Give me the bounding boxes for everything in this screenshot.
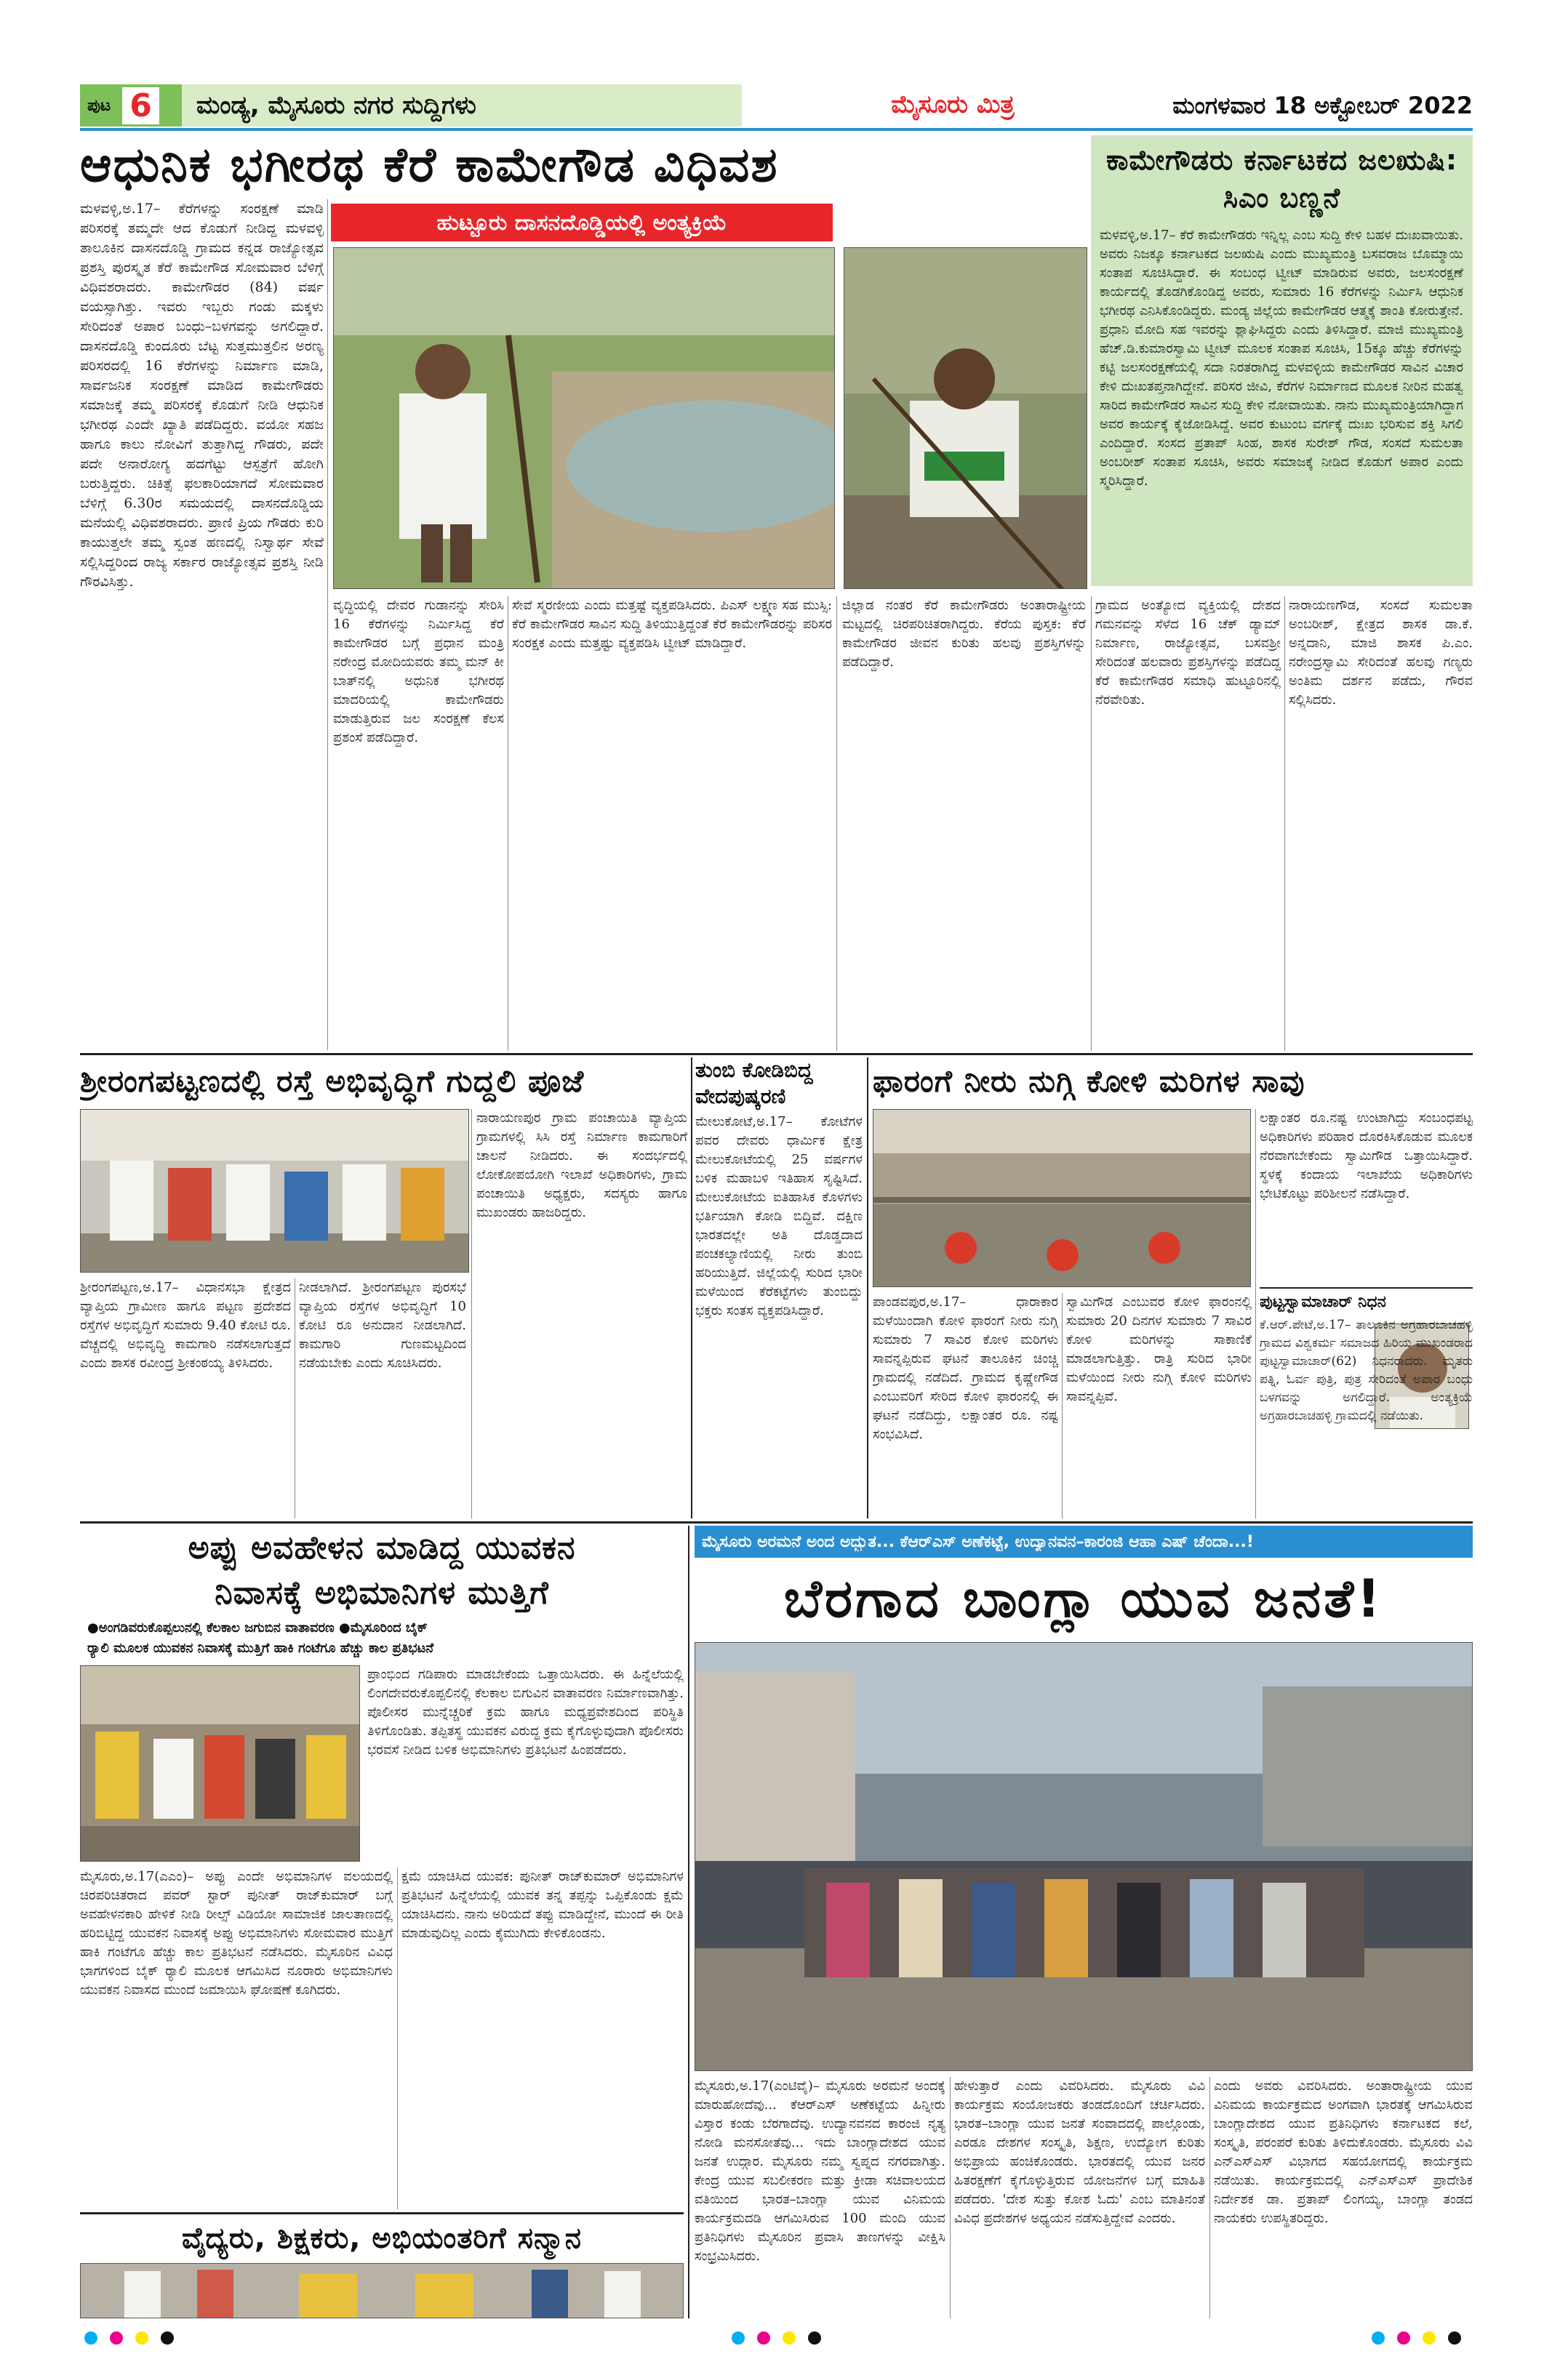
story4-headline: ತುಂಬಿ ಕೋಡಿಬಿದ್ದ ವೇದಪುಷ್ಕರಣಿ [695, 1058, 813, 1108]
story6-body2: ಕ್ಷಮೆ ಯಾಚಿಸಿದ ಯುವಕ: ಪುನೀತ್ ರಾಜ್‌ಕುಮಾರ್ ಅಭಿಮಾನಿಗಳ ಪ್ರತಿಭಟನೆ ಹಿನ್ನೆಲೆಯಲ್ಲಿ ಯುವಕ ತನ್ನ ತಪ್ಪನ್ನು ಒಪ್ಪಿಕೊಂಡು ಕ್ಷಮೆ ಯಾಚಿಸಿದನು. ನಾನು ಅರಿಯದೆ ತಪ್ಪು ಮಾಡಿದ್ದೇನೆ, ಮುಂದೆ ಈ ರೀತಿ ಮಾಡುವುದಿಲ್ಲ ಎಂದು ಕೈಮುಗಿದು ಕೇಳಿಕೊಂಡನು. [401, 1869, 684, 1941]
cyan-dot [732, 2331, 745, 2345]
bangla-youth-group-photo [695, 1643, 1473, 2071]
story3-col3: ನಾರಾಯಣಪುರ ಗ್ರಾಮ ಪಂಚಾಯಿತಿ ವ್ಯಾಪ್ತಿಯ ಗ್ರಾಮಗಳಲ್ಲಿ ಸಿಸಿ ರಸ್ತೆ ನಿರ್ಮಾಣ ಕಾಮಗಾರಿಗೆ ಚಾಲನೆ ನೀಡಿದರು. ಈ ಸಂದರ್ಭದಲ್ಲಿ ಲೋಕೋಪಯೋಗಿ ಇಲಾಖೆ ಅಧಿಕಾರಿಗಳು, ಗ್ರಾಮ ಪಂಚಾಯಿತಿ ಅಧ್ಯಕ್ಷರು, ಸದಸ್ಯರು ಹಾಗೂ ಮುಖಂಡರು ಹಾಜರಿದ್ದರು. [476, 1110, 687, 1220]
story2-headline: ಕಾಮೇಗೌಡರು ಕರ್ನಾಟಕದ ಜಲಋಷಿ: ಸಿಎಂ ಬಣ್ಣನೆ [1105, 144, 1458, 214]
story2-body: ಮಳವಳ್ಳಿ,ಅ.17– ಕೆರೆ ಕಾಮೇಗೌಡರು ಇನ್ನಿಲ್ಲ ಎಂಬ ಸುದ್ದಿ ಕೇಳಿ ಬಹಳ ದುಃಖವಾಯಿತು. ಅವರು ನಿಜಕ್ಕೂ ಕರ್ನಾಟಕದ ಜಲಋಷಿ ಎಂದು ಮುಖ್ಯಮಂತ್ರಿ ಬಸವರಾಜ ಬೊಮ್ಮಾಯಿ ಸಂತಾಪ ಸೂಚಿಸಿದ್ದಾರೆ. ಈ ಸಂಬಂಧ ಟ್ವೀಟ್ ಮಾಡಿರುವ ಅವರು, ಜಲಸಂರಕ್ಷಣೆ ಕಾರ್ಯದಲ್ಲಿ ತೊಡಗಿಕೊಂಡಿದ್ದ ಅವರು, ಸುಮಾರು 16 ಕೆರೆಗಳನ್ನು ನಿರ್ಮಿಸಿ ಆಧುನಿಕ ಭಗೀರಥ ಎನಿಸಿಕೊಂಡಿದ್ದರು. ಮಂಡ್ಯ ಜಿಲ್ಲೆಯ ಕಾಮೇಗೌಡರ ಆತ್ಮಕ್ಕೆ ಶಾಂತಿ ಕೋರುತ್ತೇನೆ. ಪ್ರಧಾನಿ ಮೋದಿ ಸಹ ಇವರನ್ನು ಶ್ಲಾಘಿಸಿದ್ದರು ಎಂದು ತಿಳಿಸಿದ್ದಾರೆ. ಮಾಜಿ ಮುಖ್ಯಮಂತ್ರಿ ಹೆಚ್.ಡಿ.ಕುಮಾರಸ್ವಾಮಿ ಟ್ವೀಟ್ ಮೂಲಕ ಸಂತಾಪ ಸೂಚಿಸಿ, 15ಕ್ಕೂ ಹೆಚ್ಚು ಕೆರೆಗಳನ್ನು ಕಟ್ಟಿ ಜಲಸಂರಕ್ಷಣೆಯಲ್ಲಿ ಸದಾ ನಿರತರಾಗಿದ್ದ ಮಳವಳ್ಳಿಯ ಕಾಮೇಗೌಡರ ಸಾವಿನ ವಿಚಾರ ಕೇಳಿ ದುಃಖತಪ್ತನಾಗಿದ್ದೇನೆ. ಪರಿಸರ ಜೀವಿ, ಕೆರೆಗಳ ನಿರ್ಮಾಣದ ಮೂಲಕ ನೀರಿನ ಮಹತ್ವ ಸಾರಿದ ಕಾಮೇಗೌಡರ ಸಾವಿನ ಸುದ್ದಿ ಕೇಳಿ ನೋವಾಯಿತು. ನಾನು ಮುಖ್ಯಮಂತ್ರಿಯಾಗಿದ್ದಾಗ ಅವರ ಕಾರ್ಯಕ್ಕೆ ಕೈಜೋಡಿಸಿದ್ದೆ. ಅವರ ಕುಟುಂಬ ವರ್ಗಕ್ಕೆ ದುಃಖ ಭರಿಸುವ ಶಕ್ತಿ ಸಿಗಲಿ ಎಂದಿದ್ದಾರೆ. ಸಂಸದ ಪ್ರತಾಪ್ ಸಿಂಹ, ಶಾಸಕ ಸುರೇಶ್ ಗೌಡ, ಸಂಸದೆ ಸುಮಲತಾ ಅಂಬರೀಶ್ ಸಂತಾಪ ಸೂಚಿಸಿ, ಅವರು ಸಮಾಜಕ್ಕೆ ನೀಡಿದ ಕೊಡುಗೆ ಅಪಾರ ಎಂದು ಸ್ಮರಿಸಿದ್ದಾರೆ. [1100, 228, 1463, 489]
story1-col3: ವೃದ್ಧಿಯಲ್ಲಿ ದೇವರ ಗುಡಾನನ್ನು ಸೇರಿಸಿ 16 ಕೆರೆಗಳನ್ನು ನಿರ್ಮಿಸಿದ್ದ ಕೆರೆ ಕಾಮೇಗೌಡರ ಬಗ್ಗೆ ಪ್ರಧಾನ ಮಂತ್ರಿ ನರೇಂದ್ರ ಮೋದಿಯವರು ತಮ್ಮ ಮನ್ ಕೀ ಬಾತ್‌ನಲ್ಲಿ ಅಧುನಿಕ ಭಗೀರಥ ಮಾದರಿಯಲ್ಲಿ ಕಾಮೇಗೌಡರು ಮಾಡುತ್ತಿರುವ ಜಲ ಸಂರಕ್ಷಣೆ ಕೆಲಸ ಪ್ರಶಂಸೆ ಪಡೆದಿದ್ದಾರೆ. [333, 598, 504, 745]
story3-col2: ನೀಡಲಾಗಿದೆ. ಶ್ರೀರಂಗಪಟ್ಟಣ ಪುರಸಭೆ ವ್ಯಾಪ್ತಿಯ ರಸ್ತೆಗಳ ಅಭಿವೃದ್ಧಿಗೆ 10 ಕೋಟಿ ರೂ ಅನುದಾನ ನೀಡಲಾಗಿದೆ. ಕಾಮಗಾರಿ ಗುಣಮಟ್ಟದಿಂದ ನಡೆಯಬೇಕು ಎಂದು ಸೂಚಿಸಿದರು. [299, 1280, 466, 1371]
story6-sub2: ರ್‍ಯಾಲಿ ಮೂಲಕ ಯುವಕನ ನಿವಾಸಕ್ಕೆ ಮುತ್ತಿಗೆ ಹಾಕಿ ಗಂಟೆಗೂ ಹೆಚ್ಚು ಕಾಲ ಪ್ರತಿಭಟನೆ [87, 1641, 434, 1656]
page-label: ಪುಟ [87, 96, 111, 115]
header-rule [80, 128, 1473, 131]
black-dot [161, 2331, 174, 2345]
story5-col1: ಪಾಂಡವಪುರ,ಅ.17– ಧಾರಾಕಾರ ಮಳೆಯಿಂದಾಗಿ ಕೋಳಿ ಫಾರಂಗೆ ನೀರು ನುಗ್ಗಿ ಸುಮಾರು 7 ಸಾವಿರ ಕೋಳಿ ಮರಿಗಳು ಸಾವನ್ನಪ್ಪಿರುವ ಘಟನೆ ತಾಲೂಕಿನ ಚಿಂಚ್ಚಿ ಗ್ರಾಮದಲ್ಲಿ ನಡೆದಿದೆ. ಗ್ರಾಮದ ಕೃಷ್ಣೇಗೌಡ ಎಂಬುವರಿಗೆ ಸೇರಿದ ಕೋಳಿ ಫಾರಂನಲ್ಲಿ ಈ ಘಟನೆ ನಡೆದಿದ್ದು, ಲಕ್ಷಾಂತರ ರೂ. ನಷ್ಟ ಸಂಭವಿಸಿದೆ. [873, 1294, 1058, 1442]
cyan-dot [1372, 2331, 1385, 2345]
story7-col3: ಎಂದು ಅವರು ವಿವರಿಸಿದರು. ಅಂತಾರಾಷ್ಟ್ರೀಯ ಯುವ ವಿನಿಮಯ ಕಾರ್ಯಕ್ರಮದ ಅಂಗವಾಗಿ ಭಾರತಕ್ಕೆ ಆಗಮಿಸಿರುವ ಬಾಂಗ್ಲಾದೇಶದ ಯುವ ಪ್ರತಿನಿಧಿಗಳು ಕರ್ನಾಟಕದ ಕಲೆ, ಸಂಸ್ಕೃತಿ, ಪರಂಪರೆ ಕುರಿತು ತಿಳಿದುಕೊಂಡರು. ಮೈಸೂರು ವಿವಿ ಎನ್‌ಎಸ್‌ಎಸ್ ವಿಭಾಗದ ಸಹಯೋಗದಲ್ಲಿ ಕಾರ್ಯಕ್ರಮ ನಡೆಯಿತು. ಕಾರ್ಯಕ್ರಮದಲ್ಲಿ ಎನ್‌ಎಸ್‌ಎಸ್ ಪ್ರಾದೇಶಿಕ ನಿರ್ದೇಶಕ ಡಾ. ಪ್ರತಾಪ್ ಲಿಂಗಯ್ಯ, ಬಾಂಗ್ಲಾ ತಂಡದ ನಾಯಕರು ಉಪಸ್ಥಿತರಿದ್ದರು. [1214, 2078, 1473, 2226]
story7-strap-text: ಮೈಸೂರು ಅರಮನೆ ಅಂದ ಅದ್ಭುತ... ಕೆಆರ್‌ಎಸ್ ಅಣೆಕಟ್ಟೆ, ಉದ್ಯಾನವನ–ಕಾರಂಜಿ ಆಹಾ ಎಷ್ ಚೆಂದಾ...! [702, 1532, 1254, 1551]
obit-body: ಕೆ.ಆರ್.ಪೇಟೆ,ಅ.17– ತಾಲೂಕಿನ ಅಗ್ರಹಾರಬಾಚಹಳ್ಳಿ ಗ್ರಾಮದ ವಿಶ್ವಕರ್ಮ ಸಮಾಜದ ಹಿರಿಯ ಮುಖಂಡರಾದ ಪುಟ್ಟಸ್ವಾಮಾಚಾರ್(62) ನಿಧನರಾದರು. ಮೃತರು ಪತ್ನಿ, ಓರ್ವ ಪುತ್ರಿ, ಪುತ್ರ ಸೇರಿದಂತೆ ಅಪಾರ ಬಂಧು ಬಳಗವನ್ನು ಅಗಲಿದ್ದಾರೆ. ಅಂತ್ಯಕ್ರಿಯೆ ಅಗ್ರಹಾರಬಾಚಹಳ್ಳಿ ಗ್ರಾಮದಲ್ಲಿ ನಡೆಯಿತು. [1260, 1318, 1473, 1423]
story1-col4: ಸೇವೆ ಸ್ಮರಣೀಯ ಎಂದು ಮತ್ತಷ್ಟೆ ವ್ಯಕ್ತಪಡಿಸಿದರು. ಪಿಎಸ್ ಲಕ್ಷ್ಮಣ ಸಹ ಮುಸ್ಸಿ: ಕೆರೆ ಕಾಮೇಗೌಡರ ಸಾವಿನ ಸುದ್ದಿ ತಿಳಿಯುತ್ತಿದ್ದಂತೆ ಕೆರೆ ಕಾಮೇಗೌಡರನ್ನು ಪರಿಸರ ಸಂರಕ್ಷಕ ಎಂದು ಮತ್ತಷ್ಟು ವ್ಯಕ್ತಪಡಿಸಿ ಟ್ವೀಟ್ ಮಾಡಿದ್ದಾರೆ. [512, 598, 832, 651]
black-dot [1448, 2331, 1461, 2345]
story3-col1: ಶ್ರೀರಂಗಪಟ್ಟಣ,ಅ.17– ವಿಧಾನಸಭಾ ಕ್ಷೇತ್ರದ ವ್ಯಾಪ್ತಿಯ ಗ್ರಾಮೀಣ ಹಾಗೂ ಪಟ್ಟಣ ಪ್ರದೇಶದ ರಸ್ತೆಗಳ ಅಭಿವೃದ್ಧಿಗೆ ಸುಮಾರು 9.40 ಕೋಟಿ ರೂ. ವೆಚ್ಚದಲ್ಲಿ ಅಭಿವೃದ್ಧಿ ಕಾಮಗಾರಿ ನಡೆಸಲಾಗುತ್ತದೆ ಎಂದು ಶಾಸಕ ರವೀಂದ್ರ ಶ್ರೀಕಂಠಯ್ಯ ತಿಳಿಸಿದರು. [80, 1280, 291, 1371]
story1-banner-text: ಹುಟ್ಟೂರು ದಾಸನದೊಡ್ಡಿಯಲ್ಲಿ ಅಂತ್ಯಕ್ರಿಯೆ [436, 209, 727, 236]
story7-strap [695, 1526, 1473, 1558]
section-title-box [182, 84, 742, 127]
story8-headline: ವೈದ್ಯರು, ಶಿಕ್ಷಕರು, ಅಭಿಯಂತರಿಗೆ ಸನ್ಮಾನ [182, 2222, 582, 2255]
story1-col7: ನಾರಾಯಣಗೌಡ, ಸಂಸದೆ ಸುಮಲತಾ ಅಂಬರೀಶ್, ಕ್ಷೇತ್ರದ ಶಾಸಕ ಡಾ.ಕೆ. ಅನ್ನದಾನಿ, ಮಾಜಿ ಶಾಸಕ ಪಿ.ಎಂ. ನರೇಂದ್ರಸ್ವಾಮಿ ಸೇರಿದಂತೆ ಹಲವು ಗಣ್ಯರು ಅಂತಿಮ ದರ್ಶನ ಪಡೆದು, ಗೌರವ ಸಲ್ಲಿಸಿದರು. [1289, 598, 1473, 708]
section-title: ಮಂಡ್ಯ, ಮೈಸೂರು ನಗರ ಸುದ್ದಿಗಳು [196, 91, 476, 120]
story1-photo-portrait [333, 247, 835, 589]
story1-photo-seated [844, 247, 1087, 589]
yellow-dot [783, 2331, 796, 2345]
story8-photo [80, 2263, 684, 2318]
cyan-dot [84, 2331, 97, 2345]
magenta-dot [110, 2331, 123, 2345]
story5-col3: ಲಕ್ಷಾಂತರ ರೂ.ನಷ್ಟ ಉಂಟಾಗಿದ್ದು ಸಂಬಂಧಪಟ್ಟ ಅಧಿಕಾರಿಗಳು ಪರಿಹಾರ ದೊರಕಿಸಿಕೊಡುವ ಮೂಲಕ ನೆರವಾಗಬೇಕೆಂದು ಸ್ವಾಮಿಗೌಡ ಒತ್ತಾಯಿಸಿದ್ದಾರೆ. ಸ್ಥಳಕ್ಕೆ ಕಂದಾಯ ಇಲಾಖೆಯ ಅಧಿಕಾರಿಗಳು ಭೇಟಿಕೊಟ್ಟು ಪರಿಶೀಲನೆ ನಡೆಸಿದ್ದಾರೆ. [1260, 1110, 1473, 1201]
kamegowda-photo-1 [334, 248, 835, 589]
story6-headline-line1: ಅಪ್ಪು ಅವಹೇಳನ ಮಾಡಿದ್ದ ಯುವಕನ [188, 1529, 576, 1566]
registration-marks-right [1367, 2331, 1465, 2347]
magenta-dot [757, 2331, 770, 2345]
story4-body: ಮೇಲುಕೋಟೆ,ಅ.17– ಕೋಟೆಗಳ ಪವರ ದೇವರು ಧಾರ್ಮಿಕ ಕ್ಷೇತ್ರ ಮೇಲುಕೋಟೆಯಲ್ಲಿ 25 ವರ್ಷಗಳ ಬಳಿಕ ಮಹಾಬಳಿ ಇತಿಹಾಸ ಸೃಷ್ಟಿಸಿದೆ. ಮೇಲುಕೋಟೆಯ ಐತಿಹಾಸಿಕ ಕೊಳಗಳು ಭರ್ತಿಯಾಗಿ ಕೋಡಿ ಬಿದ್ದಿವೆ. ದಕ್ಷಿಣ ಭಾರತದಲ್ಲೇ ಅತಿ ದೊಡ್ಡದಾದ ಪಂಚಕಲ್ಯಾಣಿಯಲ್ಲಿ ನೀರು ತುಂಬಿ ಹರಿಯುತ್ತಿದೆ. ಜಿಲ್ಲೆಯಲ್ಲಿ ಸುರಿದ ಭಾರೀ ಮಳೆಯಿಂದ ಕೆರೆಕಟ್ಟೆಗಳು ತುಂಬಿದ್ದು ಭಕ್ತರು ಸಂತಸ ವ್ಯಕ್ತಪಡಿಸಿದ್ದಾರೆ. [695, 1114, 863, 1318]
header-bar [80, 84, 1473, 127]
page-number-box [80, 84, 182, 127]
story1-col5: ಜಿಲ್ಲಾಡ ನಂತರ ಕೆರೆ ಕಾಮೇಗೌಡರು ಅಂತಾರಾಷ್ಟ್ರೀಯ ಮಟ್ಟದಲ್ಲಿ ಚಿರಪರಿಚಿತರಾಗಿದ್ದರು. ಕೆರೆಯ ಪುಸ್ತಕ: ಕೆರೆ ಕಾಮೇಗೌಡರ ಜೀವನ ಕುರಿತು ಹಲವು ಪ್ರಶಸ್ತಿಗಳನ್ನು ಪಡೆದಿದ್ದಾರೆ. [842, 598, 1086, 670]
story1-banner [331, 204, 833, 241]
story6-side: ಪ್ರಾಂಭಿಂದ ಗಡಿಪಾರು ಮಾಡಬೇಕೆಂದು ಒತ್ತಾಯಿಸಿದರು. ಈ ಹಿನ್ನೆಲೆಯಲ್ಲಿ ಲಿಂಗದೇವರುಕೊಪ್ಪಲಿನಲ್ಲಿ ಕೆಲಕಾಲ ಬಿಗುವಿನ ವಾತಾವರಣ ನಿರ್ಮಾಣವಾಗಿತ್ತು. ಪೊಲೀಸರ ಮುನ್ನೆಚ್ಚರಿಕೆ ಕ್ರಮ ಹಾಗೂ ಮಧ್ಯಪ್ರವೇಶದಿಂದ ಪರಿಸ್ಥಿತಿ ತಿಳಿಗೊಂಡಿತು. ತಪ್ಪಿತಸ್ಥ ಯುವಕನ ವಿರುದ್ಧ ಕ್ರಮ ಕೈಗೊಳ್ಳುವುದಾಗಿ ಪೊಲೀಸರು ಭರವಸೆ ನೀಡಿದ ಬಳಿಕ ಅಭಿಮಾನಿಗಳು ಪ್ರತಿಭಟನೆ ಹಿಂಪಡೆದರು. [367, 1667, 684, 1758]
story2-box [1091, 135, 1473, 586]
story6-headline-line2: ನಿವಾಸಕ್ಕೆ ಅಭಿಮಾನಿಗಳ ಮುತ್ತಿಗೆ [215, 1574, 549, 1612]
story1-col1: ಮಳವಳ್ಳಿ,ಅ.17– ಕೆರೆಗಳನ್ನು ಸಂರಕ್ಷಣೆ ಮಾಡಿ ಪರಿಸರಕ್ಕೆ ತಮ್ಮದೇ ಆದ ಕೊಡುಗೆ ನೀಡಿದ್ದ ಮಳವಳ್ಳಿ ತಾಲೂಕಿನ ದಾಸನದೊಡ್ಡಿ ಗ್ರಾಮದ ಕನ್ನಡ ರಾಜ್ಯೋತ್ಸವ ಪ್ರಶಸ್ತಿ ಪುರಸ್ಕೃತ ಕೆರೆ ಕಾಮೇಗೌಡ ಸೋಮವಾರ ಬೆಳಿಗ್ಗೆ ವಿಧಿವಶರಾದರು. ಕಾಮೇಗೌಡರ (84) ವರ್ಷ ವಯಸ್ಸಾಗಿತ್ತು. ಇವರು ಇಬ್ಬರು ಗಂಡು ಮಕ್ಕಳು ಸೇರಿದಂತೆ ಅಪಾರ ಬಂಧು–ಬಳಗವನ್ನು ಅಗಲಿದ್ದಾರೆ. ದಾಸನದೊಡ್ಡಿ ಕುಂದೂರು ಬೆಟ್ಟ ಸುತ್ತಮುತ್ತಲಿನ ಅರಣ್ಯ ಪರಿಸರದಲ್ಲಿ 16 ಕೆರೆಗಳನ್ನು ನಿರ್ಮಾಣ ಮಾಡಿ, ಸಾರ್ವಜನಿಕ ಸಂರಕ್ಷಣೆ ಮಾಡಿದ ಕಾಮೇಗೌಡರು ಸಮಾಜಕ್ಕೆ ತಮ್ಮ ಪರಿಸರಕ್ಕೆ ಕೊಡುಗೆ ನೀಡಿ ಆಧುನಿಕ ಭಗೀರಥ ಎಂದೇ ಖ್ಯಾತಿ ಪಡೆದಿದ್ದರು. ವಯೋ ಸಹಜ ಹಾಗೂ ಕಾಲು ನೋವಿಗೆ ತುತ್ತಾಗಿದ್ದ ಗೌಡರು, ಪದೇ ಪದೇ ಅನಾರೋಗ್ಯ ಹದಗೆಟ್ಟು ಆಸ್ಪತ್ರೆಗೆ ಹೋಗಿ ಬರುತ್ತಿದ್ದರು. ಚಿಕಿತ್ಸೆ ಫಲಕಾರಿಯಾಗದೆ ಸೋಮವಾರ ಬೆಳಿಗ್ಗೆ 6.30ರ ಸಮಯದಲ್ಲಿ ದಾಸನದೊಡ್ಡಿಯ ಮನೆಯಲ್ಲಿ ವಿಧಿವಶರಾದರು. ಪ್ರಾಣಿ ಪ್ರಿಯ ಗೌಡರು ಕುರಿ ಕಾಯುತ್ತಲೇ ತಮ್ಮ ಸ್ವಂತ ಹಣದಲ್ಲಿ ನಿಸ್ವಾರ್ಥ ಸೇವೆ ಸಲ್ಲಿಸಿದ್ದರಿಂದ ರಾಜ್ಯ ಸರ್ಕಾರ ರಾಜ್ಯೋತ್ಸವ ಪ್ರಶಸ್ತಿ ನೀಡಿ ಗೌರವಿಸಿತ್ತು. [80, 201, 324, 590]
story5-col2: ಸ್ವಾಮಿಗೌಡ ಎಂಬುವರ ಕೋಳಿ ಫಾರಂನಲ್ಲಿ ಸುಮಾರು 20 ದಿನಗಳ ಸುಮಾರು 7 ಸಾವಿರ ಕೋಳಿ ಮರಿಗಳನ್ನು ಸಾಕಾಣಿಕೆ ಮಾಡಲಾಗುತ್ತಿತ್ತು. ರಾತ್ರಿ ಸುರಿದ ಭಾರೀ ಮಳೆಯಿಂದ ನೀರು ನುಗ್ಗಿ ಕೋಳಿ ಮರಿಗಳು ಸಾವನ್ನಪ್ಪಿವೆ. [1066, 1294, 1252, 1404]
story5-headline: ಫಾರಂಗೆ ನೀರು ನುಗ್ಗಿ ಕೋಳಿ ಮರಿಗಳ ಸಾವು [873, 1063, 1305, 1099]
story1-headline: ಆಧುನಿಕ ಭಗೀರಥ ಕೆರೆ ಕಾಮೇಗೌಡ ವಿಧಿವಶ [80, 137, 779, 193]
registration-marks-left [80, 2331, 178, 2347]
story7-photo [695, 1642, 1473, 2071]
story1-col6: ಗ್ರಾಮದ ಅಂತ್ಯೋದ ವ್ಯಕ್ತಿಯಲ್ಲಿ ದೇಶದ ಗಮನವನ್ನು ಸೆಳೆದ 16 ಚೆಕ್ ಡ್ಯಾಮ್ ನಿರ್ಮಾಣ, ರಾಜ್ಯೋತ್ಸವ, ಬಸವಶ್ರೀ ಸೇರಿದಂತೆ ಹಲವಾರು ಪ್ರಶಸ್ತಿಗಳನ್ನು ಪಡೆದಿದ್ದ ಕೆರೆ ಕಾಮೇಗೌಡರ ಸಮಾಧಿ ಹುಟ್ಟೂರಿನಲ್ಲಿ ನೆರವೇರಿತು. [1095, 598, 1281, 708]
story6-body: ಮೈಸೂರು,ಅ.17(ಎಎಂ)– ಅಪ್ಪು ಎಂದೇ ಅಭಿಮಾನಿಗಳ ವಲಯದಲ್ಲಿ ಚಿರಪರಿಚಿತರಾದ ಪವರ್ ಸ್ಟಾರ್ ಪುನೀತ್ ರಾಜ್‌ಕುಮಾರ್ ಬಗ್ಗೆ ಅವಹೇಳನಕಾರಿ ಹೇಳಿಕೆ ನೀಡಿ ರೀಲ್ಸ್ ವಿಡಿಯೋ ಸಾಮಾಜಿಕ ಜಾಲತಾಣದಲ್ಲಿ ಹರಿಬಿಟ್ಟಿದ್ದ ಯುವಕನ ನಿವಾಸಕ್ಕೆ ಅಪ್ಪು ಅಭಿಮಾನಿಗಳು ಸೋಮವಾರ ಮುತ್ತಿಗೆ ಹಾಕಿ ಗಂಟೆಗೂ ಹೆಚ್ಚು ಕಾಲ ಪ್ರತಿಭಟನೆ ನಡೆಸಿದರು. ಮೈಸೂರಿನ ವಿವಿಧ ಭಾಗಗಳಿಂದ ಬೈಕ್ ರ್‍ಯಾಲಿ ಮೂಲಕ ಆಗಮಿಸಿದ ನೂರಾರು ಅಭಿಮಾನಿಗಳು ಯುವಕನ ನಿವಾಸದ ಮುಂದೆ ಜಮಾಯಿಸಿ ಘೋಷಣೆ ಕೂಗಿದರು. [80, 1869, 393, 1998]
magenta-dot [1397, 2331, 1410, 2345]
story3-photo [80, 1109, 469, 1273]
poultry-farm-photo [873, 1110, 1251, 1287]
story5-photo [873, 1109, 1251, 1287]
black-dot [808, 2331, 821, 2345]
story6-sub1: ●ಅಂಗಡಿವರುಕೊಪ್ಪಲುನಲ್ಲಿ ಕೆಲಕಾಲ ಜಗುಬಿನ ವಾತಾವರಣ ●ಮೈಸೂರಿಂದ ಬೈಕ್ [87, 1620, 428, 1636]
yellow-dot [135, 2331, 148, 2345]
registration-marks-center [727, 2331, 825, 2347]
masthead: ಮೈಸೂರು ಮಿತ್ರ [891, 90, 1015, 119]
yellow-dot [1423, 2331, 1436, 2345]
issue-date: ಮಂಗಳವಾರ 18 ಅಕ್ಟೋಬರ್ 2022 [1172, 92, 1473, 119]
story7-col2: ಹೇಳುತ್ತಾರೆ ಎಂದು ವಿವರಿಸಿದರು. ಮೈಸೂರು ವಿವಿ ಕಾರ್ಯಕ್ರಮ ಸಂಯೋಜಕರು ತಂಡದೊಂದಿಗೆ ಚರ್ಚಿಸಿದರು. ಭಾರತ–ಬಾಂಗ್ಲಾ ಯುವ ಜನತೆ ಸಂವಾದದಲ್ಲಿ ಪಾಲ್ಗೊಂಡು, ಎರಡೂ ದೇಶಗಳ ಸಂಸ್ಕೃತಿ, ಶಿಕ್ಷಣ, ಉದ್ಯೋಗ ಕುರಿತು ಅಭಿಪ್ರಾಯ ಹಂಚಿಕೊಂಡರು. ಭಾರತದಲ್ಲಿ ಯುವ ಜನರ ಹಿತರಕ್ಷಣೆಗೆ ಕೈಗೊಳ್ಳುತ್ತಿರುವ ಯೋಜನೆಗಳ ಬಗ್ಗೆ ಮಾಹಿತಿ ಪಡೆದರು. 'ದೇಶ ಸುತ್ತು ಕೋಶ ಓದು' ಎಂಬ ಮಾತಿನಂತೆ ವಿವಿಧ ಪ್ರದೇಶಗಳ ಅಧ್ಯಯನ ನಡೆಸುತ್ತಿದ್ದೇವೆ ಎಂದರು. [954, 2078, 1205, 2226]
appu-fans-photo [81, 1666, 360, 1862]
story3-headline: ಶ್ರೀರಂಗಪಟ್ಟಣದಲ್ಲಿ ರಸ್ತೆ ಅಭಿವೃದ್ಧಿಗೆ ಗುದ್ದಲಿ ಪೂಜೆ [80, 1063, 585, 1099]
story7-headline: ಬೆರಗಾದ ಬಾಂಗ್ಲಾ ಯುವ ಜನತೆ! [783, 1568, 1384, 1629]
page-number: 6 [122, 87, 159, 124]
obit-headline: ಪುಟ್ಟಸ್ವಾಮಾಚಾರ್ ನಿಧನ [1260, 1293, 1386, 1311]
story6-photo [80, 1665, 360, 1862]
road-pooja-photo [81, 1110, 469, 1273]
story7-col1: ಮೈಸೂರು,ಅ.17(ಎಂಟಿವೈ)– ಮೈಸೂರು ಅರಮನೆ ಅಂದಕ್ಕೆ ಮಾರುಹೋದೆವು... ಕೆಆರ್‌ಎಸ್ ಅಣೆಕಟ್ಟೆಯ ಹಿನ್ನೀರು ವಿಸ್ತಾರ ಕಂಡು ಬೆರಗಾದೆವು. ಉದ್ಯಾನವನದ ಕಾರಂಜಿ ನೃತ್ಯ ನೋಡಿ ಮನಸೋತೆವು... ಇದು ಬಾಂಗ್ಲಾದೇಶದ ಯುವ ಜನತೆ ಉದ್ಗಾರ. ಮೈಸೂರು ನಮ್ಮ ಸ್ವಪ್ನದ ನಗರವಾಗಿತ್ತು. ಕೇಂದ್ರ ಯುವ ಸಬಲೀಕರಣ ಮತ್ತು ಕ್ರೀಡಾ ಸಚಿವಾಲಯದ ವತಿಯಿಂದ ಭಾರತ–ಬಾಂಗ್ಲಾ ಯುವ ವಿನಿಮಯ ಕಾರ್ಯಕ್ರಮದಡಿ ಆಗಮಿಸಿರುವ 100 ಮಂದಿ ಯುವ ಪ್ರತಿನಿಧಿಗಳು ಮೈಸೂರಿನ ಪ್ರವಾಸಿ ತಾಣಗಳನ್ನು ವೀಕ್ಷಿಸಿ ಸಂಭ್ರಮಿಸಿದರು. [695, 2078, 945, 2264]
kamegowda-photo-2 [844, 248, 1087, 589]
felicitation-photo [81, 2264, 684, 2318]
